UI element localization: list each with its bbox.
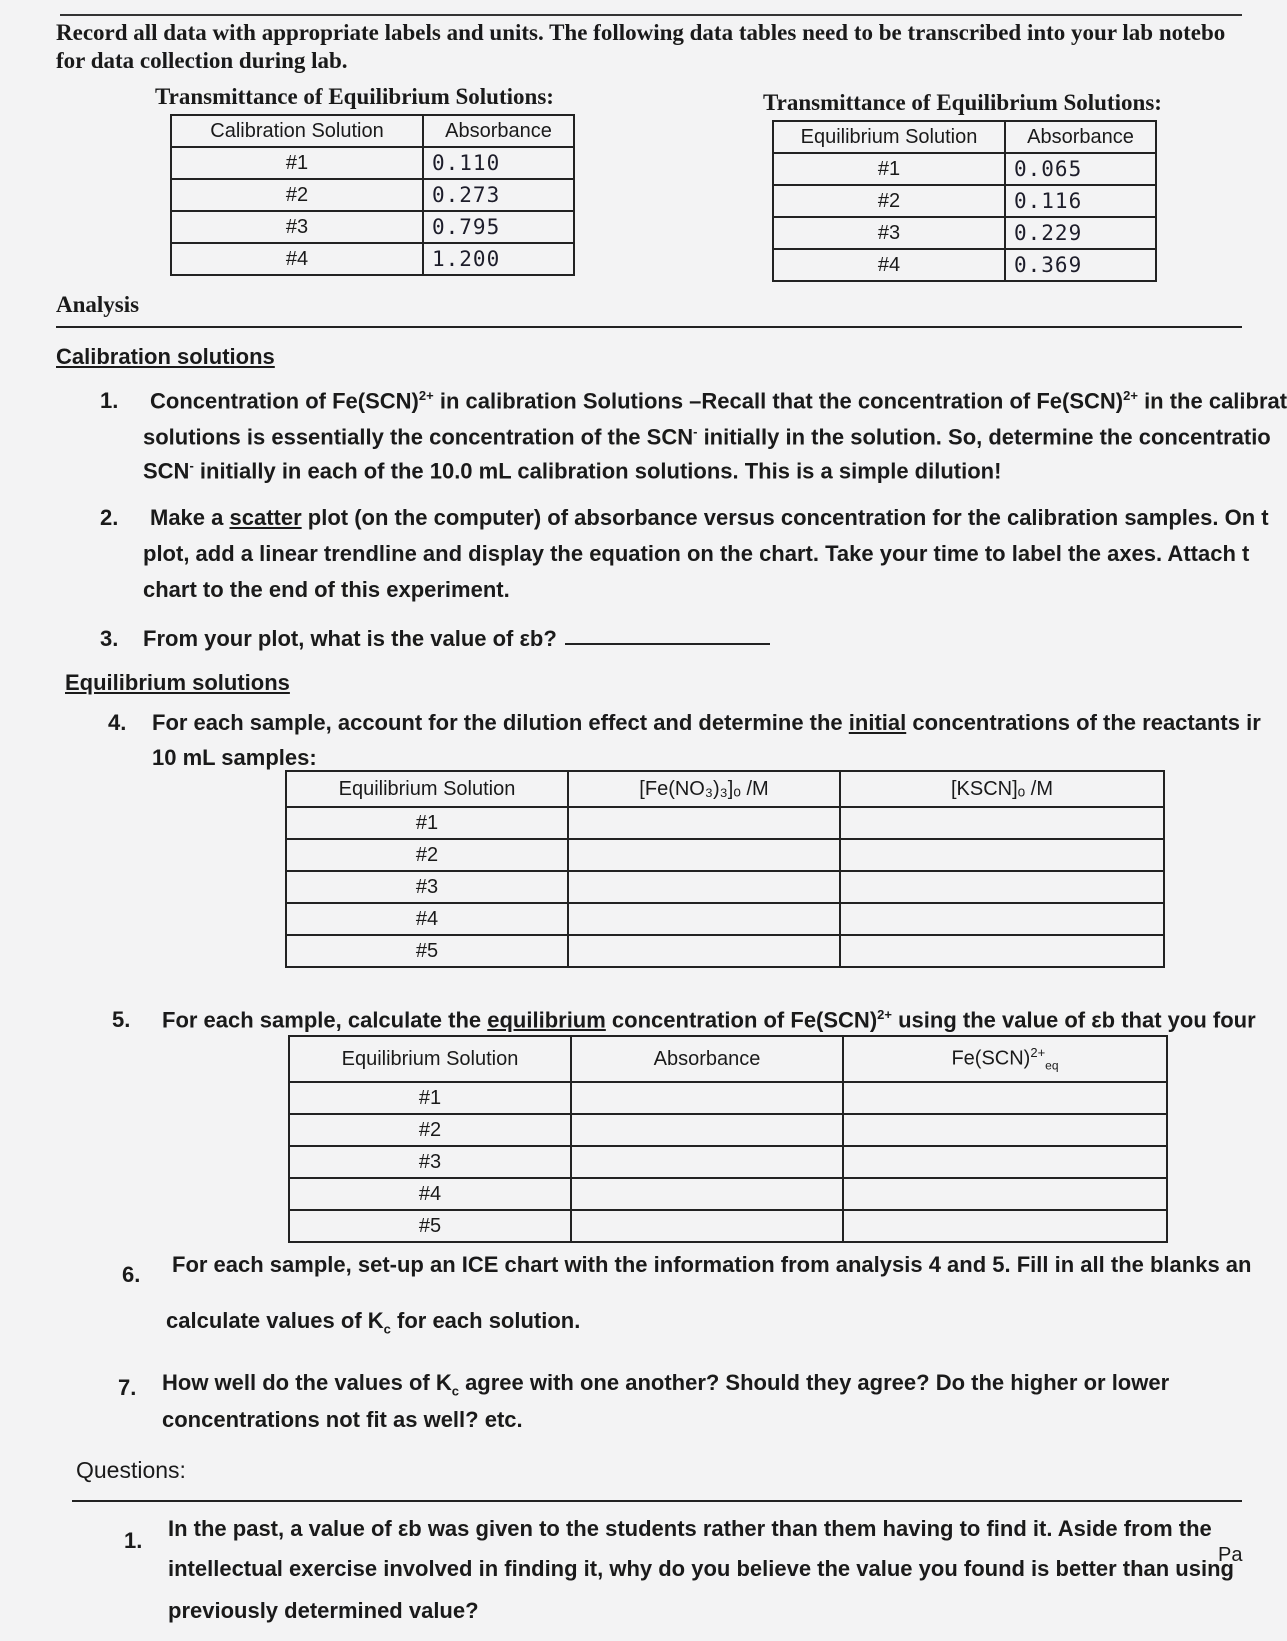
- table-row: [171, 179, 574, 211]
- table-row: [289, 1178, 1167, 1210]
- handwritten-value: 0.116: [1005, 185, 1156, 217]
- q4-line-1: For each sample, account for the dilution effect and determine the initial concentrations of the reactants ir: [152, 710, 1261, 735]
- fe-no3-cell[interactable]: [568, 903, 840, 935]
- initial-concentrations-table: [285, 770, 1165, 968]
- eb-answer-blank[interactable]: [565, 643, 770, 645]
- equilibrium-col-header-absorbance: Absorbance: [1005, 121, 1156, 153]
- initial-col-header-solution: Equilibrium Solution: [286, 771, 568, 807]
- q6-number: 6.: [122, 1262, 141, 1287]
- question-1-line-2: intellectual exercise involved in finding it, why do you believe the value you found is better than using: [168, 1556, 1234, 1581]
- equilibrium-heading: Equilibrium solutions: [65, 670, 290, 695]
- row-label: #3: [286, 871, 568, 903]
- row-label: #5: [289, 1210, 571, 1242]
- questions-heading: Questions:: [76, 1457, 186, 1483]
- eqconc-col-header-absorbance: Absorbance: [571, 1036, 843, 1082]
- table-row: [171, 243, 574, 275]
- row-label: #4: [286, 903, 568, 935]
- row-label: #1: [171, 147, 423, 179]
- table-row: [289, 1114, 1167, 1146]
- kscn-cell[interactable]: [840, 903, 1164, 935]
- table-row: [773, 217, 1156, 249]
- q7-line-2: concentrations not fit as well? etc.: [162, 1407, 523, 1432]
- q3-text: From your plot, what is the value of εb?: [143, 626, 557, 651]
- kscn-cell[interactable]: [840, 871, 1164, 903]
- absorbance-cell[interactable]: [571, 1146, 843, 1178]
- handwritten-value: 1.200: [423, 243, 574, 275]
- absorbance-cell[interactable]: [571, 1210, 843, 1242]
- table-row: [773, 249, 1156, 281]
- q4-number: 4.: [108, 710, 127, 735]
- equilibrium-table: [772, 120, 1157, 282]
- table-row: [289, 1082, 1167, 1114]
- table-row: [289, 1210, 1167, 1242]
- absorbance-cell[interactable]: [571, 1082, 843, 1114]
- eqconc-col-header-solution: Equilibrium Solution: [289, 1036, 571, 1082]
- q6-line-2: calculate values of $K_c$ for each solution.: [166, 1308, 581, 1337]
- calibration-table-title: Transmittance of Equilibrium Solutions:: [155, 84, 554, 109]
- q7-number: 7.: [118, 1375, 137, 1400]
- handwritten-value: 0.229: [1005, 217, 1156, 249]
- equilibrium-concentration-table: [288, 1035, 1168, 1243]
- q7-line-1: How well do the values of $K_c$ agree with one another? Should they agree? Do the higher or lower: [162, 1370, 1170, 1399]
- table-row: [286, 903, 1164, 935]
- table-row: [286, 807, 1164, 839]
- table-row: [286, 839, 1164, 871]
- handwritten-value: 0.110: [423, 147, 574, 179]
- fe-no3-cell[interactable]: [568, 935, 840, 967]
- fe-no3-cell[interactable]: [568, 839, 840, 871]
- calibration-heading: Calibration solutions: [56, 344, 275, 369]
- row-label: #5: [286, 935, 568, 967]
- question-1-number: 1.: [124, 1528, 143, 1553]
- table-row: [171, 147, 574, 179]
- fescn-eq-cell[interactable]: [843, 1146, 1167, 1178]
- row-label: #1: [773, 153, 1005, 185]
- fescn-eq-cell[interactable]: [843, 1210, 1167, 1242]
- top-rule: [60, 14, 1242, 16]
- questions-rule: [72, 1500, 1242, 1502]
- fe-no3-cell[interactable]: [568, 807, 840, 839]
- fescn-eq-cell[interactable]: [843, 1178, 1167, 1210]
- row-label: #1: [289, 1082, 571, 1114]
- analysis-heading: Analysis: [56, 292, 140, 317]
- table-row: [773, 153, 1156, 185]
- q1-number: 1.: [100, 388, 119, 413]
- equilibrium-table-title: Transmittance of Equilibrium Solutions:: [763, 90, 1162, 115]
- row-label: #2: [286, 839, 568, 871]
- q5-line-1: For each sample, calculate the equilibrium concentration of Fe(SCN)$^{2+}$ using the value of εb that you four: [162, 1007, 1256, 1033]
- handwritten-value: 0.795: [423, 211, 574, 243]
- calibration-col-header-solution: Calibration Solution: [171, 115, 423, 147]
- row-label: #4: [171, 243, 423, 275]
- q2-number: 2.: [100, 505, 119, 530]
- handwritten-value: 0.065: [1005, 153, 1156, 185]
- q1-line-1: Concentration of Fe(SCN)$^{2+}$ in calibration Solutions –Recall that the concentration of Fe(SCN)$^{2+}$ in the calibrat: [150, 388, 1287, 414]
- q2-line-3: chart to the end of this experiment.: [143, 577, 510, 602]
- initial-col-header-kscn: [KSCN]ₒ /M: [840, 771, 1164, 807]
- fe-no3-cell[interactable]: [568, 871, 840, 903]
- absorbance-cell[interactable]: [571, 1178, 843, 1210]
- calibration-col-header-absorbance: Absorbance: [423, 115, 574, 147]
- absorbance-cell[interactable]: [571, 1114, 843, 1146]
- kscn-cell[interactable]: [840, 807, 1164, 839]
- kscn-cell[interactable]: [840, 839, 1164, 871]
- table-row: [773, 185, 1156, 217]
- table-row: [286, 935, 1164, 967]
- question-1-line-3: previously determined value?: [168, 1598, 479, 1623]
- handwritten-value: 0.369: [1005, 249, 1156, 281]
- initial-col-header-fe-no3: [Fe(NO₃)₃]ₒ /M: [568, 771, 840, 807]
- q5-number: 5.: [112, 1007, 131, 1032]
- q4-line-2: 10 mL samples:: [152, 745, 317, 770]
- fescn-eq-cell[interactable]: [843, 1114, 1167, 1146]
- q6-line-1: For each sample, set-up an ICE chart with the information from analysis 4 and 5. Fill in all the blanks an: [172, 1252, 1252, 1277]
- row-label: #3: [171, 211, 423, 243]
- kscn-cell[interactable]: [840, 935, 1164, 967]
- q2-line-2: plot, add a linear trendline and display the equation on the chart. Take your time to label the axes. Attach t: [143, 541, 1250, 566]
- eqconc-col-header-fescn: Fe(SCN)$^{2+}_{eq}$: [843, 1036, 1167, 1082]
- table-row: [171, 211, 574, 243]
- table-row: [289, 1146, 1167, 1178]
- row-label: #2: [773, 185, 1005, 217]
- row-label: #3: [289, 1146, 571, 1178]
- handwritten-value: 0.273: [423, 179, 574, 211]
- page-number-corner: Pa: [1218, 1544, 1243, 1566]
- fescn-eq-cell[interactable]: [843, 1082, 1167, 1114]
- q1-line-3: SCN- initially in each of the 10.0 mL calibration solutions. This is a simple dilution!: [143, 458, 1002, 484]
- table-row: [286, 871, 1164, 903]
- row-label: #4: [773, 249, 1005, 281]
- row-label: #4: [289, 1178, 571, 1210]
- header-line-1: Record all data with appropriate labels and units. The following data tables need to be transcribed into your lab notebo: [56, 20, 1226, 45]
- equilibrium-col-header-solution: Equilibrium Solution: [773, 121, 1005, 153]
- q1-line-2: solutions is essentially the concentration of the SCN- initially in the solution. So, determine the concentratio: [143, 424, 1271, 450]
- question-1-line-1: In the past, a value of εb was given to the students rather than them having to find it. Aside from the: [168, 1516, 1212, 1541]
- row-label: #1: [286, 807, 568, 839]
- q2-line-1: Make a scatter plot (on the computer) of absorbance versus concentration for the calibration samples. On t: [150, 505, 1269, 530]
- header-line-2: for data collection during lab.: [56, 48, 348, 73]
- q3-number: 3.: [100, 626, 119, 651]
- row-label: #2: [289, 1114, 571, 1146]
- analysis-rule: [56, 326, 1242, 328]
- row-label: #3: [773, 217, 1005, 249]
- row-label: #2: [171, 179, 423, 211]
- calibration-table: [170, 114, 575, 276]
